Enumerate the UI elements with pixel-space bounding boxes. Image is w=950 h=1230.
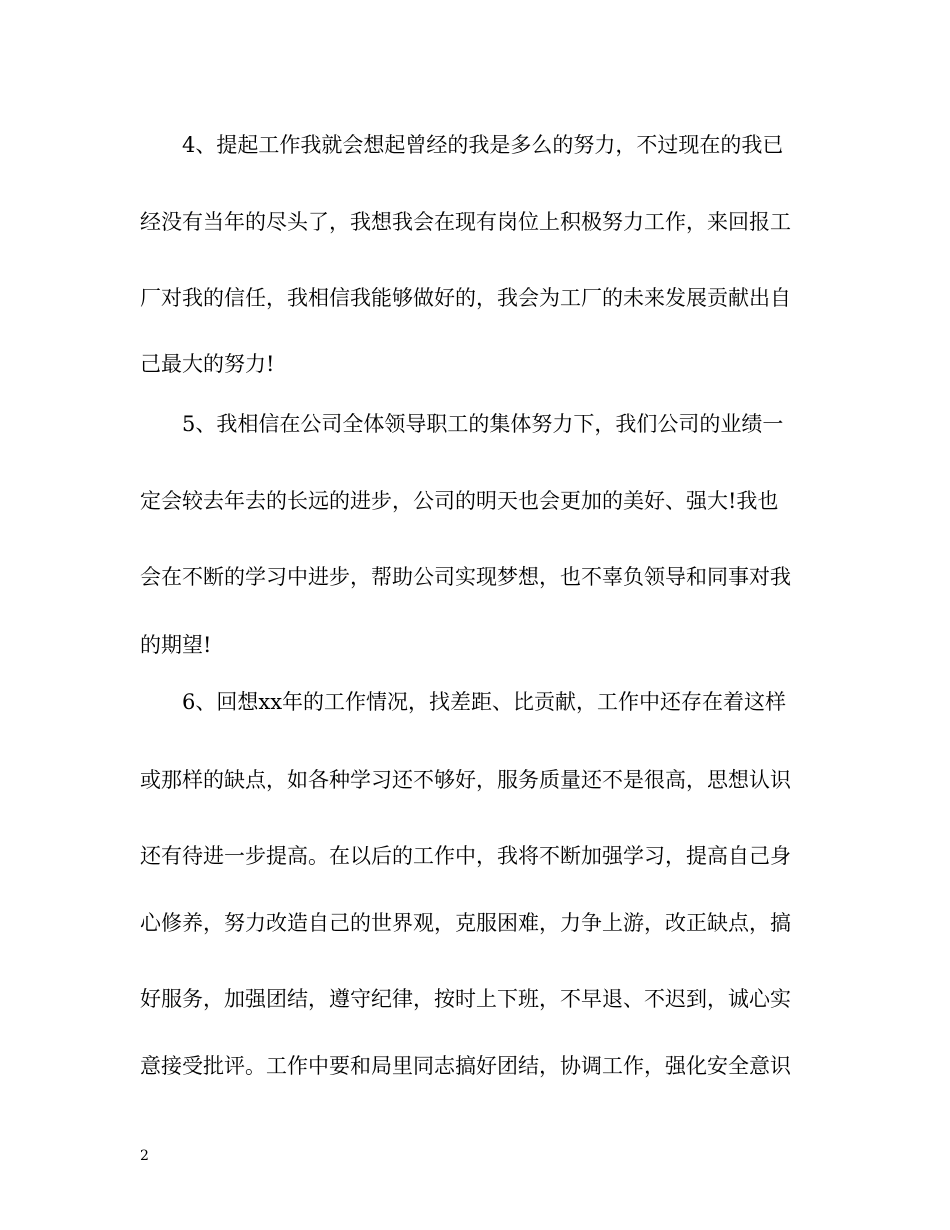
paragraph-6-line-2: 或那样的缺点，如各种学习还不够好，服务质量还不是很高，思想认识 <box>140 768 791 792</box>
paragraph-6-line-6: 意接受批评。工作中要和局里同志搞好团结，协调工作，强化安全意识 <box>140 1054 791 1078</box>
paragraph-6-line-1: 6、回想xx年的工作情况，找差距、比贡献，工作中还存在着这样 <box>182 690 787 714</box>
paragraph-4-line-4: 己最大的努力! <box>140 352 275 376</box>
paragraph-4-line-1: 4、提起工作我就会想起曾经的我是多么的努力，不过现在的我已 <box>182 133 784 157</box>
paragraph-5-line-4: 的期望! <box>140 633 212 657</box>
paragraph-4-line-3: 厂对我的信任，我相信我能够做好的，我会为工厂的未来发展贡献出自 <box>140 286 791 310</box>
paragraph-5-line-2: 定会较去年去的长远的进步，公司的明天也会更加的美好、强大!我也 <box>140 489 779 513</box>
paragraph-6-line-5: 好服务，加强团结，遵守纪律，按时上下班，不早退、不迟到，诚心实 <box>140 987 791 1011</box>
paragraph-6-line-3: 还有待进一步提高。在以后的工作中，我将不断加强学习，提高自己身 <box>140 844 791 868</box>
paragraph-4-line-2: 经没有当年的尽头了，我想我会在现有岗位上积极努力工作，来回报工 <box>140 210 791 234</box>
paragraph-5-line-1: 5、我相信在公司全体领导职工的集体努力下，我们公司的业绩一 <box>182 412 784 436</box>
page-number: 2 <box>140 1148 149 1164</box>
paragraph-5-line-3: 会在不断的学习中进步，帮助公司实现梦想，也不辜负领导和同事对我 <box>140 565 791 589</box>
paragraph-6-line-4: 心修养，努力改造自己的世界观，克服困难，力争上游，改正缺点，搞 <box>140 911 791 935</box>
